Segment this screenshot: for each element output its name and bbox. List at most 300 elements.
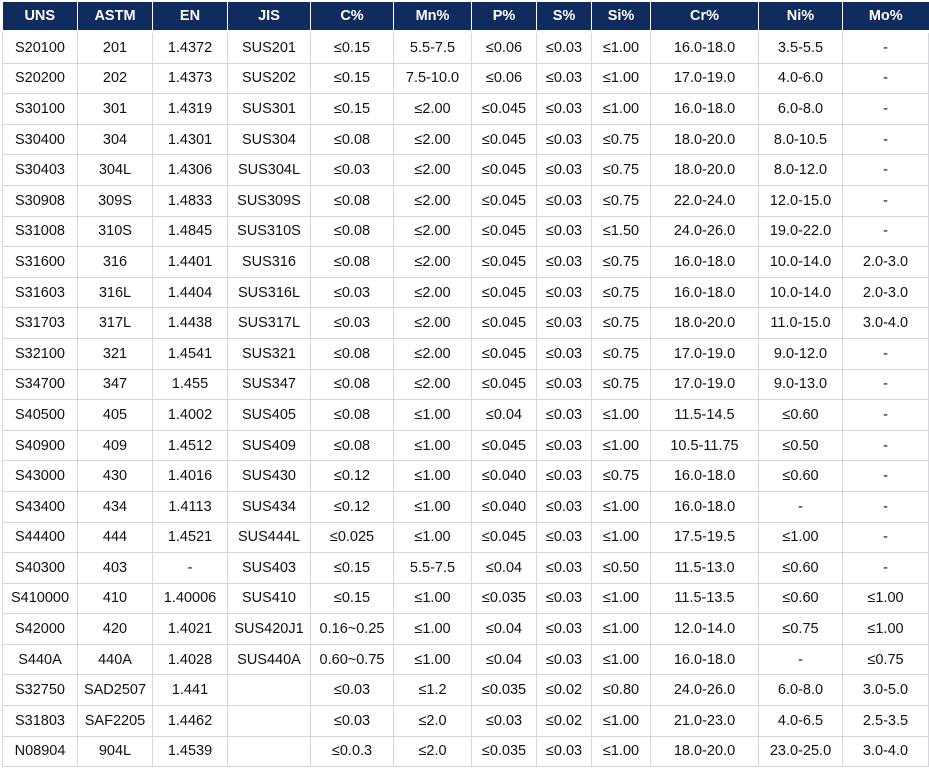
column-header-mn: Mn%: [394, 2, 472, 32]
table-cell: 4.0-6.0: [759, 63, 843, 94]
table-cell: [228, 675, 311, 706]
table-cell: ≤0.045: [472, 94, 537, 125]
table-cell: ≤0.03: [537, 247, 592, 278]
table-cell: SUS409: [228, 430, 311, 461]
table-cell: ≤0.045: [472, 155, 537, 186]
table-cell: ≤0.60: [759, 461, 843, 492]
table-cell: ≤0.03: [537, 522, 592, 553]
table-cell: 10.0-14.0: [759, 277, 843, 308]
table-cell: 2.0-3.0: [843, 247, 929, 278]
table-cell: 202: [78, 63, 153, 94]
table-cell: ≤0.03: [537, 461, 592, 492]
table-cell: 16.0-18.0: [651, 277, 759, 308]
table-cell: ≤0.04: [472, 644, 537, 675]
table-cell: 321: [78, 338, 153, 369]
table-cell: ≤0.03: [537, 63, 592, 94]
table-cell: ≤1.00: [394, 644, 472, 675]
column-header-p: P%: [472, 2, 537, 32]
table-cell: 9.0-12.0: [759, 338, 843, 369]
table-cell: -: [843, 155, 929, 186]
table-cell: ≤0.03: [537, 736, 592, 767]
table-cell: -: [843, 94, 929, 125]
table-cell: ≤0.75: [759, 614, 843, 645]
table-cell: ≤0.03: [537, 277, 592, 308]
table-cell: SUS304L: [228, 155, 311, 186]
table-cell: 1.4845: [153, 216, 228, 247]
table-cell: ≤0.035: [472, 583, 537, 614]
table-cell: 1.4306: [153, 155, 228, 186]
table-row: [3, 338, 929, 369]
table-row: [3, 63, 929, 94]
table-cell: 309S: [78, 185, 153, 216]
table-cell: -: [153, 553, 228, 584]
table-cell: SUS410: [228, 583, 311, 614]
table-cell: 316L: [78, 277, 153, 308]
table-cell: 11.5-14.5: [651, 400, 759, 431]
table-cell: ≤0.08: [311, 430, 394, 461]
table-cell: S43000: [3, 461, 78, 492]
table-cell: ≤2.00: [394, 247, 472, 278]
table-cell: 10.0-14.0: [759, 247, 843, 278]
table-cell: ≤0.035: [472, 675, 537, 706]
table-cell: ≤0.08: [311, 247, 394, 278]
table-cell: ≤2.00: [394, 155, 472, 186]
column-header-ni: Ni%: [759, 2, 843, 32]
table-cell: S31703: [3, 308, 78, 339]
table-cell: ≤0.15: [311, 63, 394, 94]
table-cell: ≤0.04: [472, 553, 537, 584]
table-cell: ≤1.00: [592, 736, 651, 767]
table-cell: [228, 736, 311, 767]
table-cell: 1.4462: [153, 706, 228, 737]
table-row: [3, 430, 929, 461]
table-cell: 430: [78, 461, 153, 492]
table-cell: ≤0.03: [537, 369, 592, 400]
table-cell: 5.5-7.5: [394, 553, 472, 584]
table-cell: ≤1.00: [592, 614, 651, 645]
table-cell: ≤0.15: [311, 553, 394, 584]
table-cell: ≤0.03: [537, 430, 592, 461]
table-cell: 2.0-3.0: [843, 277, 929, 308]
table-row: [3, 94, 929, 125]
table-cell: S440A: [3, 644, 78, 675]
table-cell: 3.0-5.0: [843, 675, 929, 706]
table-cell: 16.0-18.0: [651, 32, 759, 64]
table-cell: SUS420J1: [228, 614, 311, 645]
table-cell: 18.0-20.0: [651, 155, 759, 186]
table-cell: ≤0.12: [311, 461, 394, 492]
table-cell: ≤0.03: [537, 216, 592, 247]
table-cell: 16.0-18.0: [651, 94, 759, 125]
table-cell: S30908: [3, 185, 78, 216]
table-row: [3, 614, 929, 645]
table-cell: ≤2.00: [394, 338, 472, 369]
table-cell: ≤0.040: [472, 461, 537, 492]
table-cell: ≤0.03: [311, 706, 394, 737]
table-cell: S40500: [3, 400, 78, 431]
table-cell: 1.4833: [153, 185, 228, 216]
table-cell: SUS440A: [228, 644, 311, 675]
table-cell: ≤0.03: [537, 185, 592, 216]
table-cell: SUS321: [228, 338, 311, 369]
table-cell: S32750: [3, 675, 78, 706]
table-header: [3, 2, 929, 32]
table-cell: 1.455: [153, 369, 228, 400]
table-cell: 24.0-26.0: [651, 216, 759, 247]
table-cell: [228, 706, 311, 737]
table-row: [3, 277, 929, 308]
table-cell: -: [843, 185, 929, 216]
table-cell: 19.0-22.0: [759, 216, 843, 247]
table-cell: -: [843, 430, 929, 461]
table-cell: 12.0-15.0: [759, 185, 843, 216]
table-cell: ≤0.03: [537, 94, 592, 125]
table-cell: 6.0-8.0: [759, 94, 843, 125]
table-cell: 310S: [78, 216, 153, 247]
table-cell: 1.4512: [153, 430, 228, 461]
table-cell: -: [843, 400, 929, 431]
table-cell: SUS444L: [228, 522, 311, 553]
table-cell: 1.4319: [153, 94, 228, 125]
table-row: [3, 308, 929, 339]
steel-grades-table: [2, 2, 929, 767]
table-cell: 1.4404: [153, 277, 228, 308]
table-cell: ≤0.025: [311, 522, 394, 553]
table-cell: ≤0.045: [472, 522, 537, 553]
table-row: [3, 553, 929, 584]
table-cell: S30403: [3, 155, 78, 186]
table-cell: S42000: [3, 614, 78, 645]
table-cell: SUS304: [228, 124, 311, 155]
table-cell: 1.4401: [153, 247, 228, 278]
table-cell: 8.0-10.5: [759, 124, 843, 155]
table-cell: SUS347: [228, 369, 311, 400]
column-header-uns: UNS: [3, 2, 78, 32]
table-cell: 1.441: [153, 675, 228, 706]
table-cell: -: [843, 32, 929, 64]
table-row: [3, 369, 929, 400]
table-cell: 23.0-25.0: [759, 736, 843, 767]
table-cell: ≤1.00: [592, 706, 651, 737]
table-cell: -: [843, 124, 929, 155]
table-cell: ≤0.0.3: [311, 736, 394, 767]
table-cell: ≤0.045: [472, 338, 537, 369]
table-cell: ≤0.03: [537, 308, 592, 339]
table-cell: S34700: [3, 369, 78, 400]
table-row: [3, 185, 929, 216]
table-cell: ≤0.04: [472, 614, 537, 645]
table-cell: -: [759, 491, 843, 522]
table-cell: 1.4113: [153, 491, 228, 522]
column-header-cr: Cr%: [651, 2, 759, 32]
table-cell: ≤0.08: [311, 369, 394, 400]
table-cell: 9.0-13.0: [759, 369, 843, 400]
table-cell: S30100: [3, 94, 78, 125]
table-cell: ≤0.035: [472, 736, 537, 767]
table-cell: SUS317L: [228, 308, 311, 339]
table-cell: ≤0.75: [592, 277, 651, 308]
table-cell: ≤0.80: [592, 675, 651, 706]
table-cell: ≤0.75: [592, 308, 651, 339]
table-cell: ≤2.0: [394, 736, 472, 767]
table-cell: ≤0.03: [537, 644, 592, 675]
table-cell: ≤1.50: [592, 216, 651, 247]
table-cell: S43400: [3, 491, 78, 522]
table-cell: ≤0.75: [592, 338, 651, 369]
table-cell: ≤0.045: [472, 308, 537, 339]
table-cell: ≤0.03: [472, 706, 537, 737]
table-cell: ≤0.15: [311, 583, 394, 614]
table-cell: 16.0-18.0: [651, 247, 759, 278]
table-cell: -: [843, 338, 929, 369]
table-cell: ≤2.00: [394, 94, 472, 125]
table-cell: 5.5-7.5: [394, 32, 472, 64]
table-cell: ≤0.03: [311, 155, 394, 186]
table-cell: ≤1.00: [592, 94, 651, 125]
table-row: [3, 675, 929, 706]
table-cell: 11.5-13.0: [651, 553, 759, 584]
column-header-jis: JIS: [228, 2, 311, 32]
table-cell: 11.5-13.5: [651, 583, 759, 614]
column-header-mo: Mo%: [843, 2, 929, 32]
column-header-en: EN: [153, 2, 228, 32]
table-cell: 17.5-19.5: [651, 522, 759, 553]
table-cell: 0.60~0.75: [311, 644, 394, 675]
table-row: [3, 32, 929, 64]
table-cell: ≤1.00: [394, 522, 472, 553]
table-cell: ≤0.08: [311, 338, 394, 369]
table-cell: 403: [78, 553, 153, 584]
table-row: [3, 155, 929, 186]
table-row: [3, 461, 929, 492]
table-cell: -: [843, 369, 929, 400]
table-cell: ≤0.75: [592, 185, 651, 216]
table-cell: 301: [78, 94, 153, 125]
table-cell: SAF2205: [78, 706, 153, 737]
table-body: [3, 32, 929, 767]
table-cell: SUS403: [228, 553, 311, 584]
table-cell: ≤0.045: [472, 124, 537, 155]
table-cell: 8.0-12.0: [759, 155, 843, 186]
table-row: [3, 644, 929, 675]
table-cell: 409: [78, 430, 153, 461]
table-cell: 904L: [78, 736, 153, 767]
table-cell: 16.0-18.0: [651, 644, 759, 675]
table-cell: ≤0.75: [592, 247, 651, 278]
table-cell: ≤0.040: [472, 491, 537, 522]
table-cell: ≤0.08: [311, 185, 394, 216]
table-cell: 7.5-10.0: [394, 63, 472, 94]
table-cell: SUS310S: [228, 216, 311, 247]
table-cell: 1.4002: [153, 400, 228, 431]
table-cell: ≤1.00: [394, 430, 472, 461]
table-cell: 17.0-19.0: [651, 63, 759, 94]
table-cell: 1.4438: [153, 308, 228, 339]
table-cell: ≤0.03: [537, 155, 592, 186]
table-cell: ≤0.045: [472, 216, 537, 247]
table-cell: ≤0.08: [311, 400, 394, 431]
table-cell: SUS430: [228, 461, 311, 492]
table-cell: 2.5-3.5: [843, 706, 929, 737]
table-cell: 420: [78, 614, 153, 645]
table-cell: ≤0.03: [537, 553, 592, 584]
table-row: [3, 124, 929, 155]
table-cell: ≤0.02: [537, 675, 592, 706]
table-cell: 304L: [78, 155, 153, 186]
table-cell: -: [843, 461, 929, 492]
table-cell: ≤1.00: [592, 32, 651, 64]
table-cell: 17.0-19.0: [651, 369, 759, 400]
table-cell: SUS309S: [228, 185, 311, 216]
table-row: [3, 522, 929, 553]
table-row: [3, 583, 929, 614]
table-cell: ≤0.03: [537, 32, 592, 64]
table-cell: 1.4539: [153, 736, 228, 767]
table-cell: N08904: [3, 736, 78, 767]
table-cell: ≤1.00: [592, 430, 651, 461]
table-cell: 317L: [78, 308, 153, 339]
table-cell: SAD2507: [78, 675, 153, 706]
table-cell: SUS316: [228, 247, 311, 278]
table-cell: ≤1.00: [592, 583, 651, 614]
table-cell: ≤1.2: [394, 675, 472, 706]
table-cell: ≤0.03: [311, 675, 394, 706]
table-cell: ≤1.00: [394, 400, 472, 431]
column-header-si: Si%: [592, 2, 651, 32]
table-cell: ≤0.50: [759, 430, 843, 461]
table-cell: ≤0.08: [311, 216, 394, 247]
table-cell: 1.4301: [153, 124, 228, 155]
table-cell: ≤0.04: [472, 400, 537, 431]
table-row: [3, 400, 929, 431]
table-cell: ≤0.08: [311, 124, 394, 155]
table-cell: 4.0-6.5: [759, 706, 843, 737]
table-cell: ≤1.00: [592, 63, 651, 94]
table-cell: 12.0-14.0: [651, 614, 759, 645]
table-cell: SUS202: [228, 63, 311, 94]
table-cell: 405: [78, 400, 153, 431]
table-cell: 0.16~0.25: [311, 614, 394, 645]
table-cell: ≤0.60: [759, 583, 843, 614]
table-cell: ≤2.00: [394, 216, 472, 247]
table-cell: S31803: [3, 706, 78, 737]
table-cell: ≤2.0: [394, 706, 472, 737]
table-cell: ≤0.03: [537, 400, 592, 431]
table-cell: 24.0-26.0: [651, 675, 759, 706]
table-cell: 1.40006: [153, 583, 228, 614]
table-cell: ≤1.00: [592, 400, 651, 431]
table-cell: ≤2.00: [394, 277, 472, 308]
table-cell: SUS434: [228, 491, 311, 522]
column-header-s: S%: [537, 2, 592, 32]
table-cell: S20200: [3, 63, 78, 94]
table-cell: ≤1.00: [843, 583, 929, 614]
table-row: [3, 706, 929, 737]
header-row: [3, 2, 929, 32]
table-cell: 1.4028: [153, 644, 228, 675]
table-cell: 1.4021: [153, 614, 228, 645]
table-cell: ≤0.045: [472, 185, 537, 216]
table-cell: ≤0.03: [537, 583, 592, 614]
table-cell: ≤2.00: [394, 185, 472, 216]
column-header-c: C%: [311, 2, 394, 32]
table-cell: -: [843, 216, 929, 247]
table-cell: ≤2.00: [394, 124, 472, 155]
table-cell: 16.0-18.0: [651, 461, 759, 492]
table-cell: SUS201: [228, 32, 311, 64]
table-cell: ≤0.75: [592, 155, 651, 186]
table-cell: ≤0.03: [537, 338, 592, 369]
table-cell: S40900: [3, 430, 78, 461]
table-cell: 316: [78, 247, 153, 278]
table-cell: S44400: [3, 522, 78, 553]
table-cell: ≤0.75: [592, 369, 651, 400]
table-cell: 1.4541: [153, 338, 228, 369]
table-cell: 6.0-8.0: [759, 675, 843, 706]
table-cell: ≤1.00: [592, 644, 651, 675]
table-cell: ≤0.045: [472, 277, 537, 308]
table-cell: S410000: [3, 583, 78, 614]
table-cell: 22.0-24.0: [651, 185, 759, 216]
table-cell: 1.4372: [153, 32, 228, 64]
table-cell: ≤1.00: [394, 491, 472, 522]
table-row: [3, 216, 929, 247]
table-cell: 201: [78, 32, 153, 64]
table-cell: 304: [78, 124, 153, 155]
table-cell: S31600: [3, 247, 78, 278]
table-row: [3, 736, 929, 767]
table-cell: 444: [78, 522, 153, 553]
table-cell: ≤0.75: [843, 644, 929, 675]
table-cell: ≤0.03: [311, 308, 394, 339]
table-cell: 3.5-5.5: [759, 32, 843, 64]
table-cell: ≤0.60: [759, 400, 843, 431]
table-cell: 16.0-18.0: [651, 491, 759, 522]
table-cell: ≤0.06: [472, 63, 537, 94]
table-cell: -: [843, 63, 929, 94]
table-cell: ≤0.15: [311, 94, 394, 125]
table-cell: ≤1.00: [592, 522, 651, 553]
column-header-astm: ASTM: [78, 2, 153, 32]
table-cell: 1.4521: [153, 522, 228, 553]
table-cell: ≤0.03: [537, 614, 592, 645]
table-cell: ≤0.03: [537, 124, 592, 155]
table-cell: 410: [78, 583, 153, 614]
table-cell: S40300: [3, 553, 78, 584]
table-cell: 434: [78, 491, 153, 522]
table-cell: 3.0-4.0: [843, 308, 929, 339]
table-cell: ≤0.02: [537, 706, 592, 737]
table-cell: ≤1.00: [759, 522, 843, 553]
table-cell: ≤0.75: [592, 461, 651, 492]
table-cell: ≤0.06: [472, 32, 537, 64]
table-cell: S32100: [3, 338, 78, 369]
table-cell: ≤0.045: [472, 247, 537, 278]
table-cell: SUS405: [228, 400, 311, 431]
table-cell: ≤2.00: [394, 369, 472, 400]
table-cell: ≤0.60: [759, 553, 843, 584]
table-cell: S31603: [3, 277, 78, 308]
table-cell: 10.5-11.75: [651, 430, 759, 461]
table-cell: S30400: [3, 124, 78, 155]
table-cell: 1.4016: [153, 461, 228, 492]
table-cell: 18.0-20.0: [651, 736, 759, 767]
table-cell: S31008: [3, 216, 78, 247]
table-cell: ≤1.00: [394, 583, 472, 614]
table-cell: 1.4373: [153, 63, 228, 94]
table-cell: 17.0-19.0: [651, 338, 759, 369]
table-cell: ≤0.03: [311, 277, 394, 308]
